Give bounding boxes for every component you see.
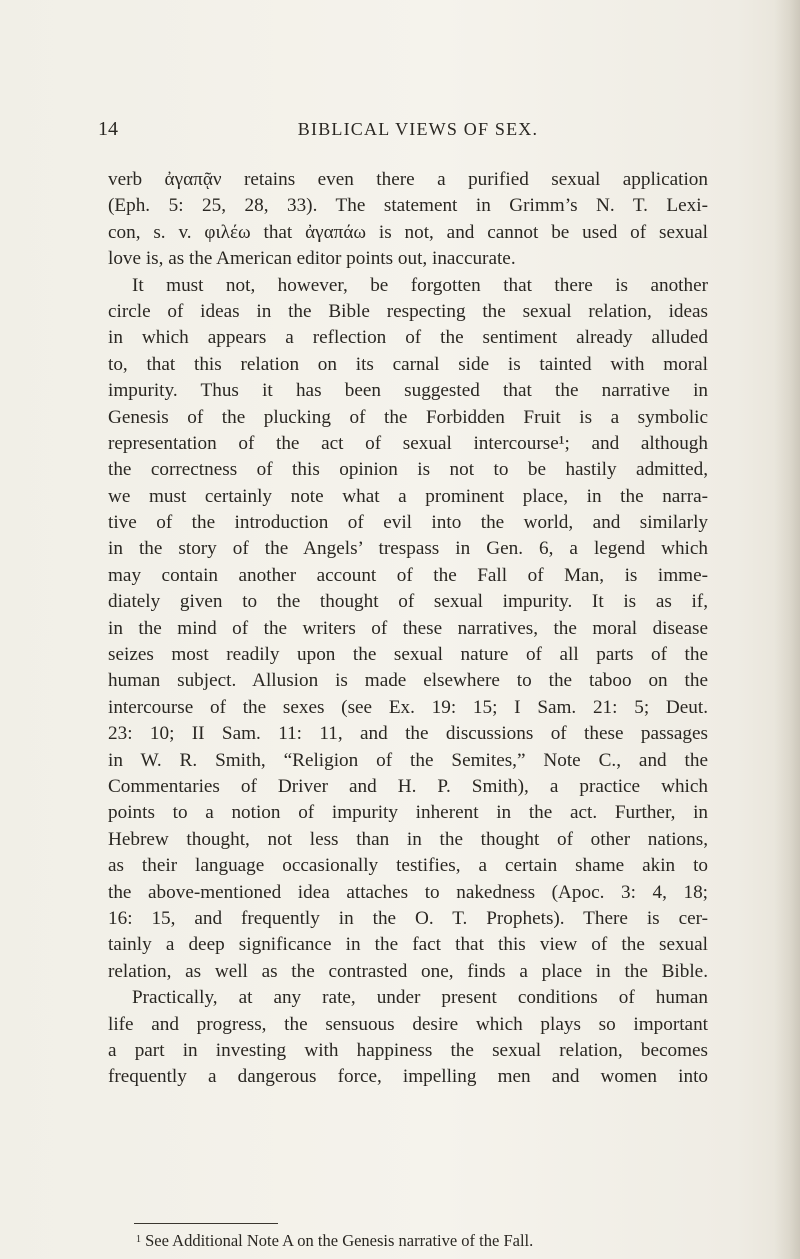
text-line: in the story of the Angels’ trespass in Gen. 6, a legend which xyxy=(108,538,708,560)
text-line: the correctness of this opinion is not to be hastily admitted, xyxy=(108,459,708,481)
text-line: Commentaries of Driver and H. P. Smith), a practice which xyxy=(108,775,708,797)
footnote-rule xyxy=(134,1223,278,1224)
text-line: love is, as the American editor points out, inaccurate. xyxy=(108,248,516,270)
page-number: 14 xyxy=(98,118,118,140)
text-line: circle of ideas in the Bible respecting the sexual relation, ideas xyxy=(108,300,708,322)
body-text xyxy=(108,167,708,1091)
text-line: in the mind of the writers of these narratives, the moral disease xyxy=(108,617,708,639)
text-line: tainly a deep significance in the fact that this view of the sexual xyxy=(108,934,708,956)
text-line: a part in investing with happiness the sexual relation, becomes xyxy=(108,1039,708,1061)
text-line: 16: 15, and frequently in the O. T. Prophets). There is cer- xyxy=(108,907,708,929)
text-line: representation of the act of sexual intercourse¹; and although xyxy=(108,432,708,454)
text-line: 23: 10; II Sam. 11: 11, and the discussions of these passages xyxy=(108,723,708,745)
text-line: diately given to the thought of sexual impurity. It is as if, xyxy=(108,591,708,613)
paragraph-start-line: It must not, however, be forgotten that there is another xyxy=(132,274,708,296)
page-edge-shadow xyxy=(774,0,800,1259)
text-line: may contain another account of the Fall of Man, is imme- xyxy=(108,564,708,586)
text-line: tive of the introduction of evil into the world, and similarly xyxy=(108,512,708,534)
text-line: as their language occasionally testifies, a certain shame akin to xyxy=(108,855,708,877)
text-line: life and progress, the sensuous desire which plays so important xyxy=(108,1013,708,1035)
paragraph-start-line: Practically, at any rate, under present conditions of human xyxy=(132,987,708,1009)
text-line: con, s. v. φιλέω that ἀγαπάω is not, and cannot be used of sexual xyxy=(108,221,708,243)
text-line: verb ἀγαπᾷν retains even there a purified sexual application xyxy=(108,169,708,190)
text-line: intercourse of the sexes (see Ex. 19: 15; I Sam. 21: 5; Deut. xyxy=(108,696,708,718)
text-line: (Eph. 5: 25, 28, 33). The statement in Grimm’s N. T. Lexi- xyxy=(108,195,708,217)
text-line: Hebrew thought, not less than in the thought of other nations, xyxy=(108,828,708,850)
text-line: human subject. Allusion is made elsewhere to the taboo on the xyxy=(108,670,708,692)
text-line: frequently a dangerous force, impelling men and women into xyxy=(108,1066,708,1088)
running-title: BIBLICAL VIEWS OF SEX. xyxy=(297,119,539,139)
footnote-marker: 1 xyxy=(136,1234,141,1245)
footnote xyxy=(136,1229,696,1252)
text-line: impurity. Thus it has been suggested that the narrative in xyxy=(108,380,708,402)
text-line: the above-mentioned idea attaches to nakedness (Apoc. 3: 4, 18; xyxy=(108,881,708,903)
text-line: points to a notion of impurity inherent in the act. Further, in xyxy=(108,802,708,824)
text-line: we must certainly note what a prominent place, in the narra- xyxy=(108,485,708,507)
text-line: to, that this relation on its carnal side is tainted with moral xyxy=(108,353,708,375)
text-line: Genesis of the plucking of the Forbidden Fruit is a symbolic xyxy=(108,406,708,428)
running-head xyxy=(98,117,708,141)
text-line: seizes most readily upon the sexual nature of all parts of the xyxy=(108,644,708,666)
text-line: in which appears a reflection of the sentiment already alluded xyxy=(108,327,708,349)
text-line: in W. R. Smith, “Religion of the Semites,” Note C., and the xyxy=(108,749,708,771)
text-line: relation, as well as the contrasted one, finds a place in the Bible. xyxy=(108,960,708,982)
footnote-text: See Additional Note A on the Genesis narrative of the Fall. xyxy=(145,1231,534,1250)
